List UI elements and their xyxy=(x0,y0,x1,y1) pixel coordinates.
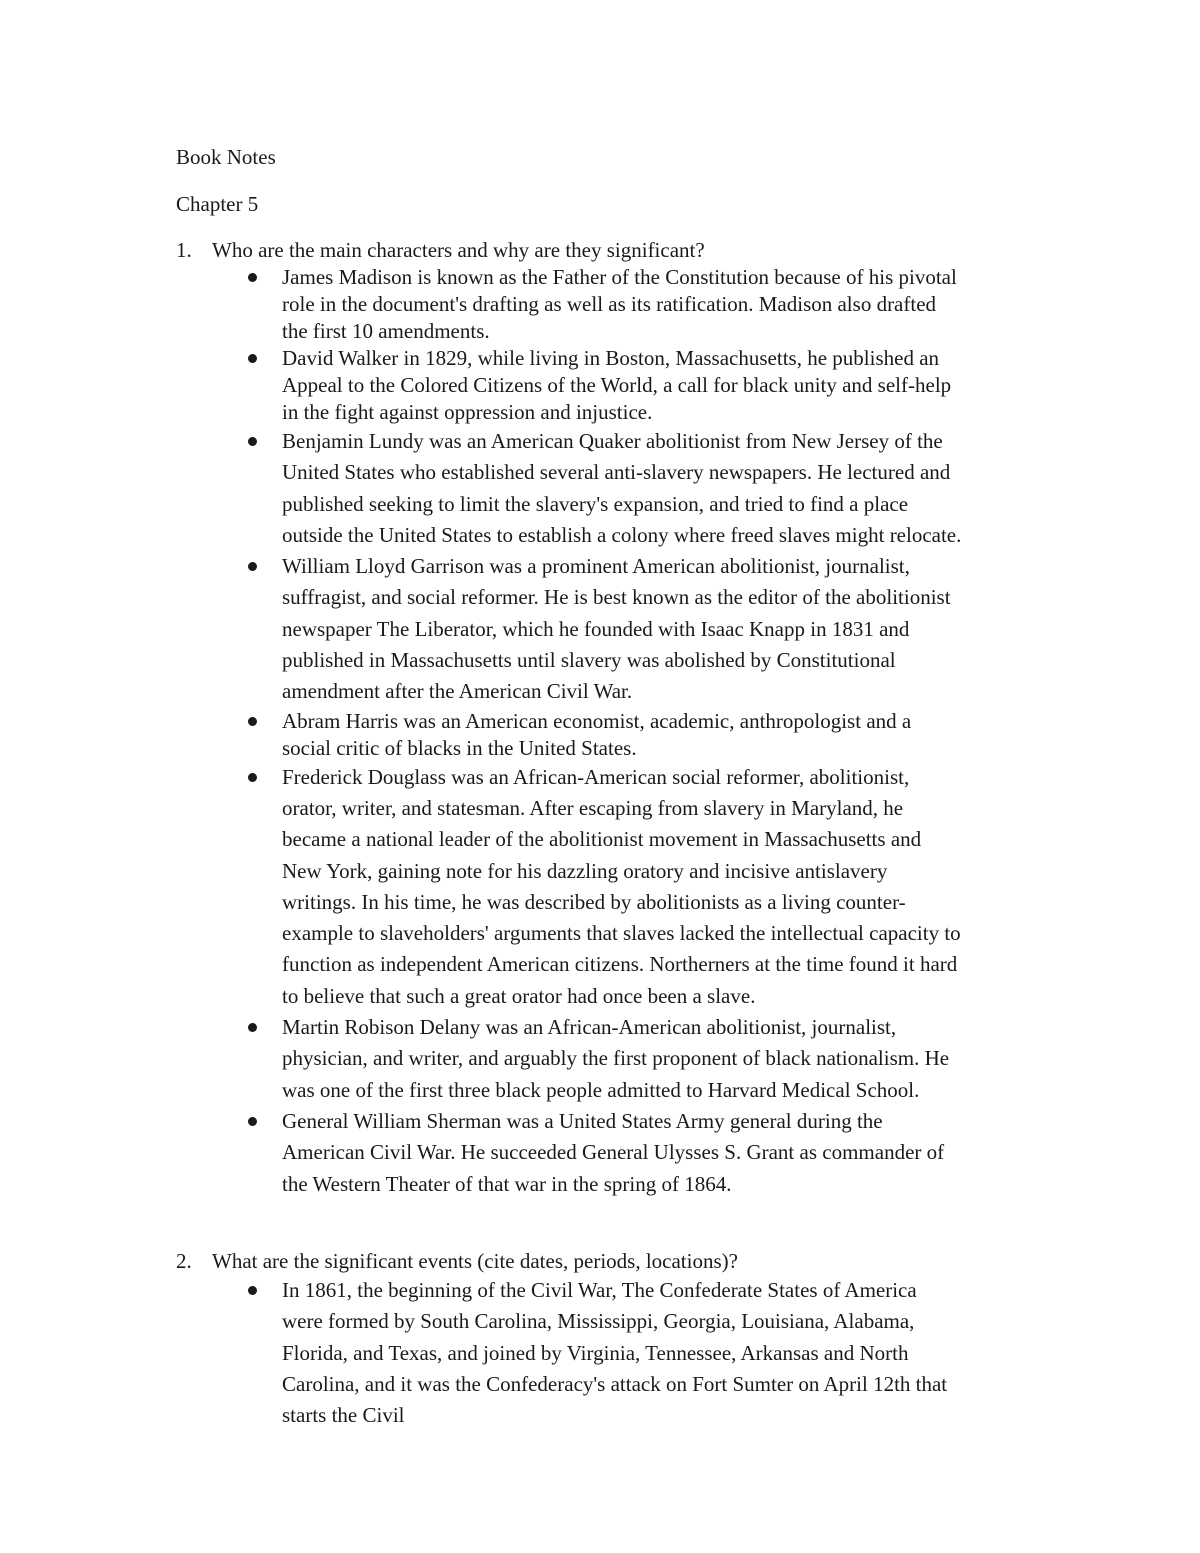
bullet-icon xyxy=(248,1106,258,1137)
list-item xyxy=(176,708,962,762)
list-item-text: Abram Harris was an American economist, academic, anthropologist and a social critic of blacks in the United States. xyxy=(282,708,912,760)
bullet-icon xyxy=(248,762,258,793)
list-item-text: In 1861, the beginning of the Civil War, The Confederate States of America were formed by South Carolina, Mississippi, Georgia, Louisiana, Alabama, Florida, and Texas, and joined by Virginia, Tennessee, Arkansas and North Carolina, and it was the Confederacy's attack on Fort Sumter on April 12th that starts the Civil xyxy=(282,1278,948,1428)
list-item xyxy=(176,345,962,426)
list-item xyxy=(176,264,962,345)
bullet-icon xyxy=(248,1275,258,1306)
bullet-icon xyxy=(248,264,258,291)
bullet-icon xyxy=(248,551,258,582)
list-item-text: Benjamin Lundy was an American Quaker abolitionist from New Jersey of the United States who established several anti-slavery newspapers. He lectured and published seeking to limit the slavery's expansion, and tried to find a place outside the United States to establish a colony where freed slaves might relocate. xyxy=(282,429,962,547)
list-item-text: Frederick Douglass was an African-American social reformer, abolitionist, orator, writer, and statesman. After escaping from slavery in Maryland, he became a national leader of the abolitionist movement in Massachusetts and New York, gaining note for his dazzling oratory and incisive antislavery writings. In his time, he was described by abolitionists as a living counter-example to slaveholders' arguments that slaves lacked the intellectual capacity to function as independent American citizens. Northerners at the time found it hard to believe that such a great orator had once been a slave. xyxy=(282,764,961,1008)
list-item-text: James Madison is known as the Father of the Constitution because of his pivotal role in the document's drafting as well as its ratification. Madison also drafted the first 10 amendments. xyxy=(282,265,957,343)
list-item-text: General William Sherman was a United States Army general during the American Civil War. He succeeded General Ulysses S. Grant as commander of the Western Theater of that war in the spring of 1864. xyxy=(282,1108,945,1196)
list-item xyxy=(176,1106,962,1200)
chapter-heading: Chapter 5 xyxy=(176,192,259,216)
list-item xyxy=(176,1275,962,1431)
list-item-text: Martin Robison Delany was an African-American abolitionist, journalist, physician, and writer, and arguably the first proponent of black nationalism. He was one of the first three black people admitted to Harvard Medical School. xyxy=(282,1015,950,1102)
bullet-icon xyxy=(248,345,258,372)
question-number: 1. xyxy=(176,238,192,262)
list-item xyxy=(176,1012,962,1106)
bullet-icon xyxy=(248,426,258,457)
list-item-text: David Walker in 1829, while living in Boston, Massachusetts, he published an Appeal to the Colored Citizens of the World, a call for black unity and self-help in the fight against oppression and injustice. xyxy=(282,346,952,424)
list-item xyxy=(176,762,962,1012)
answer-list xyxy=(176,1275,1076,1431)
document-title: Book Notes xyxy=(176,145,276,169)
question-2 xyxy=(176,1247,1076,1431)
list-item xyxy=(176,551,962,707)
answer-list xyxy=(176,264,1076,1200)
question-text: What are the significant events (cite dates, periods, locations)? xyxy=(212,1249,738,1273)
question-number: 2. xyxy=(176,1249,192,1273)
question-text: Who are the main characters and why are they significant? xyxy=(212,238,705,262)
bullet-icon xyxy=(248,1012,258,1043)
bullet-icon xyxy=(248,708,258,735)
question-1 xyxy=(176,236,1076,1200)
list-item xyxy=(176,426,962,551)
list-item-text: William Lloyd Garrison was a prominent American abolitionist, journalist, suffragist, and social reformer. He is best known as the editor of the abolitionist newspaper The Liberator, which he founded with Isaac Knapp in 1831 and published in Massachusetts until slavery was abolished by Constitutional amendment after the American Civil War. xyxy=(282,554,951,704)
